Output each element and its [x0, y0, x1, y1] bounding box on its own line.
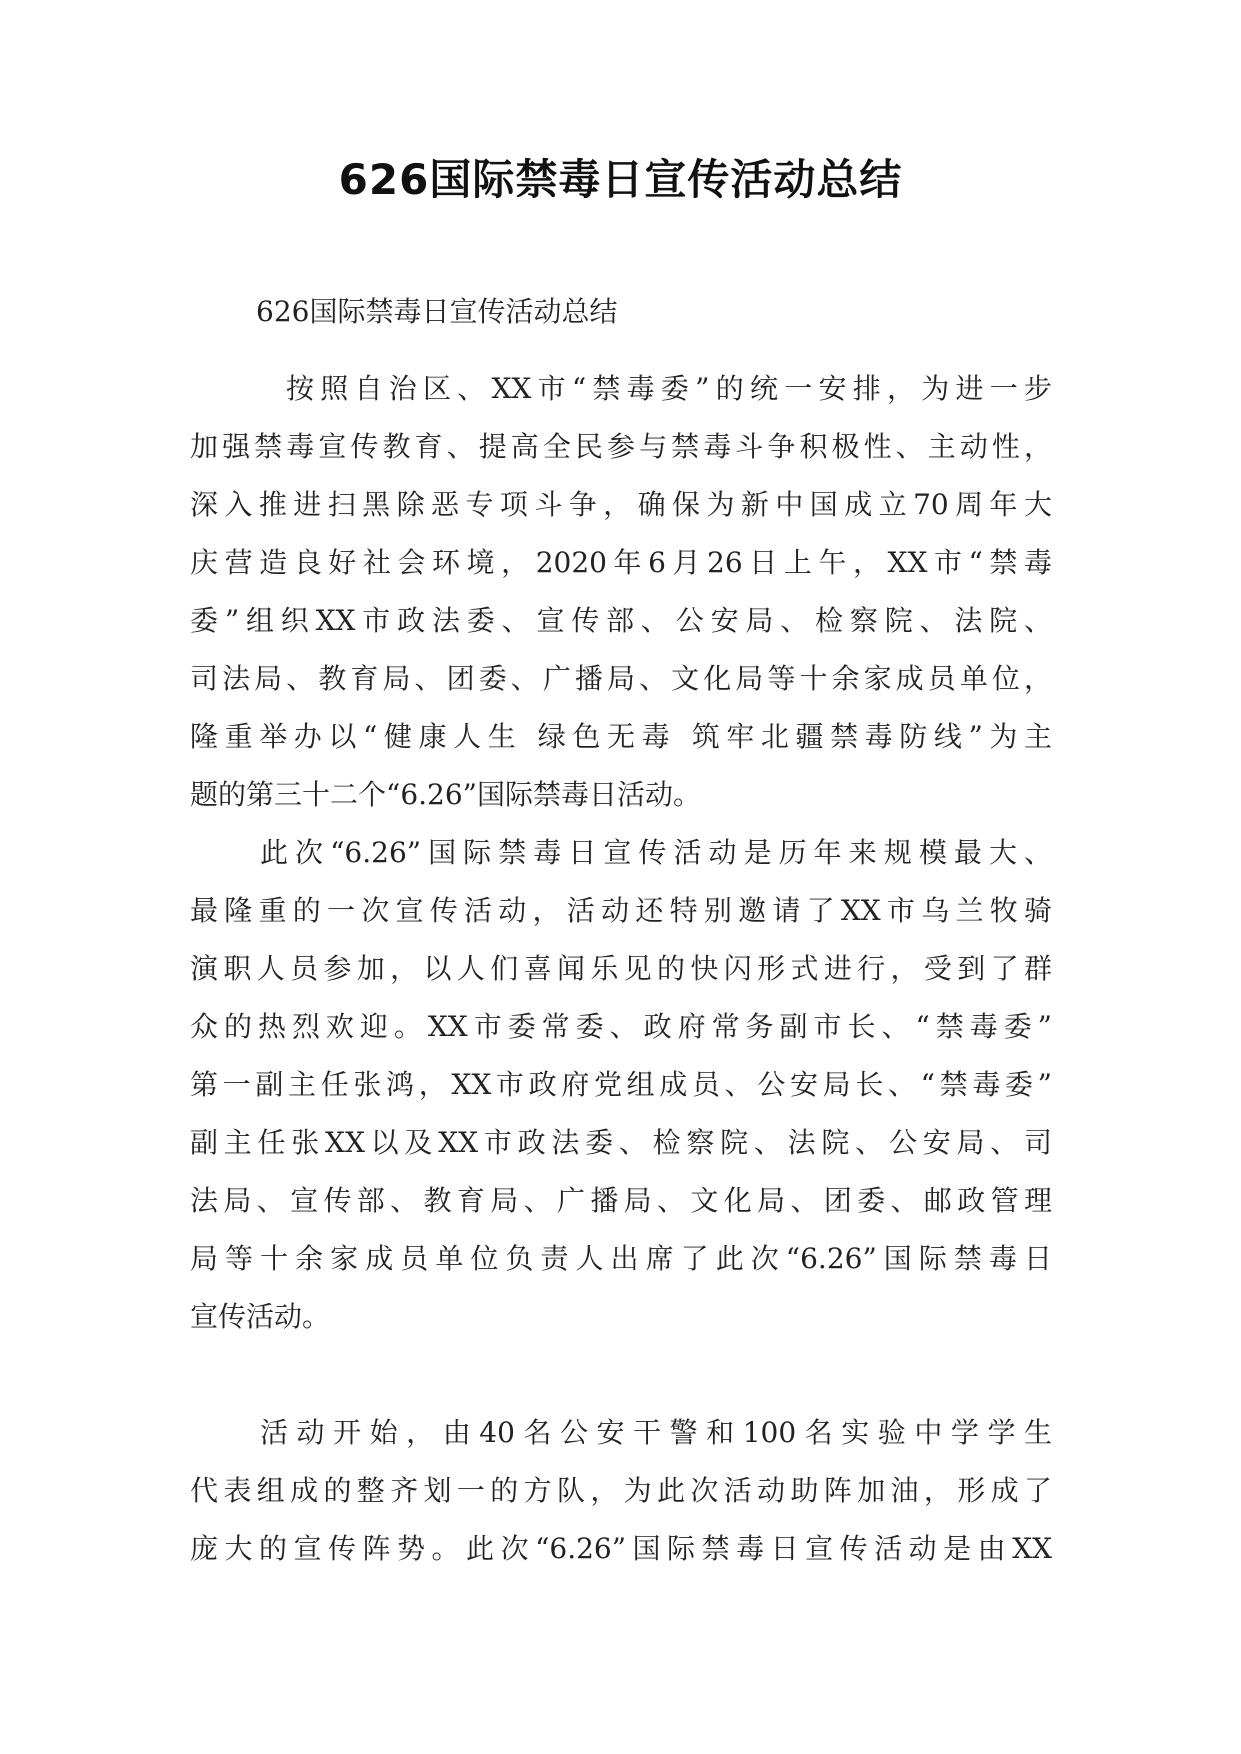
paragraph-line: 法局、宣传部、教育局、广播局、文化局、团委、邮政管理: [190, 1184, 1052, 1217]
paragraph-line: 庞大的宣传阵势。此次“6.26”国际禁毒日宣传活动是由XX: [190, 1532, 1052, 1565]
paragraph-line: 此次“6.26”国际禁毒日宣传活动是历年来规模最大、: [260, 836, 1052, 869]
paragraph-line: 活动开始，由40名公安干警和100名实验中学学生: [260, 1416, 1052, 1449]
document-title: 626国际禁毒日宣传活动总结: [338, 155, 903, 204]
paragraph-line: 众的热烈欢迎。XX市委常委、政府常务副市长、“禁毒委”: [190, 1010, 1052, 1043]
document-subtitle: 626国际禁毒日宣传活动总结: [256, 295, 618, 328]
paragraph-line: 按照自治区、XX市“禁毒委”的统一安排，为进一步: [286, 372, 1052, 405]
paragraph-1: [190, 360, 1052, 824]
paragraph-line: 隆重举办以“健康人生 绿色无毒 筑牢北疆禁毒防线”为主: [190, 720, 1052, 753]
paragraph-line: 第一副主任张鸿，XX市政府党组成员、公安局长、“禁毒委”: [190, 1068, 1052, 1101]
paragraph-line: 副主任张XX以及XX市政法委、检察院、法院、公安局、司: [190, 1126, 1052, 1159]
paragraph-line: 局等十余家成员单位负责人出席了此次“6.26”国际禁毒日: [190, 1242, 1052, 1275]
paragraph-line: 代表组成的整齐划一的方队，为此次活动助阵加油，形成了: [190, 1474, 1052, 1507]
paragraph-line: 题的第三十二个“6.26”国际禁毒日活动。: [190, 778, 701, 811]
paragraph-line: 委”组织XX市政法委、宣传部、公安局、检察院、法院、: [190, 604, 1052, 637]
paragraph-2: [190, 824, 1052, 1346]
paragraph-line: 加强禁毒宣传教育、提高全民参与禁毒斗争积极性、主动性，: [190, 430, 1052, 463]
paragraph-line: 演职人员参加，以人们喜闻乐见的快闪形式进行，受到了群: [190, 952, 1052, 985]
paragraph-line: 深入推进扫黑除恶专项斗争，确保为新中国成立70周年大: [190, 488, 1052, 521]
paragraph-line: 最隆重的一次宣传活动，活动还特别邀请了XX市乌兰牧骑: [190, 894, 1052, 927]
paragraph-3: [190, 1404, 1052, 1578]
paragraph-line: 庆营造良好社会环境，2020年6月26日上午，XX市“禁毒: [190, 546, 1052, 579]
paragraph-line: 司法局、教育局、团委、广播局、文化局等十余家成员单位，: [190, 662, 1052, 695]
paragraph-line: 宣传活动。: [190, 1300, 331, 1333]
